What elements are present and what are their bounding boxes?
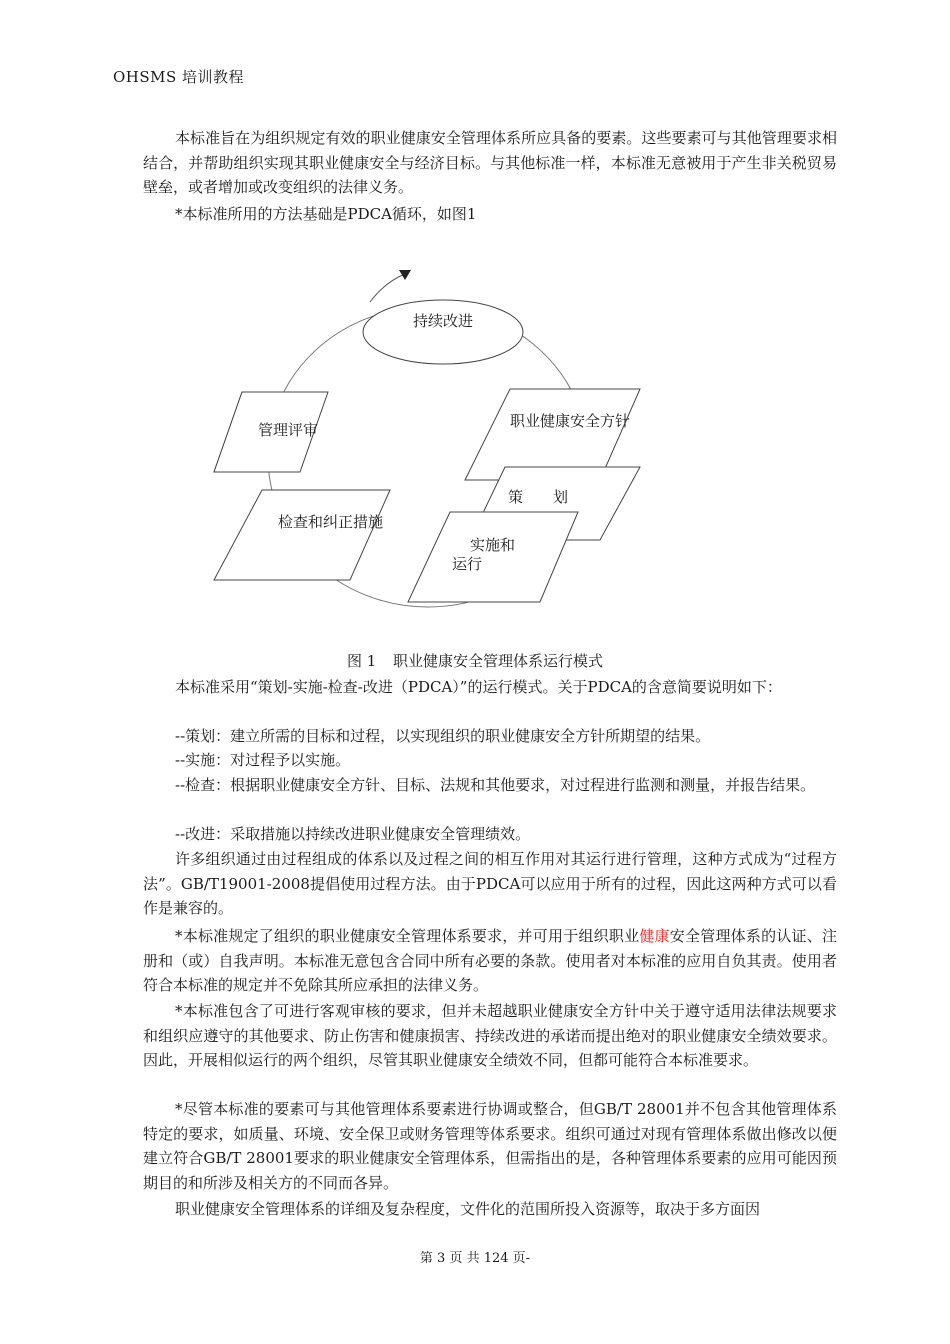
- plan-item: --策划：建立所需的目标和过程，以实现组织的职业健康安全方针所期望的结果。: [175, 727, 711, 745]
- pdca-explanation: 本标准采用“策划-实施-检查-改进（PDCA）”的运行模式。关于PDCA的含意简要说明如下：: [175, 678, 782, 696]
- ohs-policy-label: 职业健康安全方针: [510, 412, 631, 430]
- page-header: OHSMS 培训教程: [113, 68, 245, 86]
- figure-caption: [0, 650, 950, 671]
- audit-requirements-paragraph: *本标准包含了可进行客观审核的要求，但并未超越职业健康安全方针中关于遵守适用法律法规要求和组织应遵守的其他要求、防止伤害和健康损害、持续改进的承诺而提出绝对的职业健康安全绩效要求。因此，开展相似运行的两个组织，尽管其职业健康安全绩效不同，但都可能符合本标准要求。: [143, 1002, 837, 1069]
- ohs-policy-node: [465, 389, 640, 480]
- figure-title: 职业健康安全管理体系运行模式: [393, 652, 604, 670]
- figure-number: 图 1: [346, 652, 377, 670]
- implementation-label-line1: 实施和: [470, 536, 516, 554]
- checking-corrective-node: [214, 490, 390, 580]
- implementation-node: [408, 512, 578, 602]
- pdca-diagram: [200, 262, 660, 652]
- cycle-arrow-line: [370, 274, 405, 302]
- act-item: --改进：采取措施以持续改进职业健康安全管理绩效。: [175, 825, 531, 843]
- complexity-paragraph: 职业健康安全管理体系的详细及复杂程度，文件化的范围所投入资源等，取决于多方面因: [175, 1200, 761, 1218]
- pdca-intro-line: *本标准所用的方法基础是PDCA循环，如图1: [175, 205, 477, 223]
- checking-corrective-label: 检查和纠正措施: [278, 513, 384, 531]
- process-approach-paragraph: 许多组织通过由过程组成的体系以及过程之间的相互作用对其运行进行管理，这种方式成为“过程方法”。GB/T19001-2008提倡使用过程方法。由于PDCA可以应用于所有的过程，因此这两种方式可以看作是兼容的。: [143, 850, 837, 917]
- highlighted-word: 健康: [639, 927, 670, 945]
- management-review-label: 管理评审: [258, 421, 319, 439]
- scope-paragraph: [143, 924, 837, 998]
- planning-label: 策 划: [508, 488, 569, 506]
- implementation-label-line2: 运行: [452, 555, 483, 573]
- intro-paragraph: 本标准旨在为组织规定有效的职业健康安全管理体系所应具备的要素。这些要素可与其他管理要求相结合，并帮助组织实现其职业健康安全与经济目标。与其他标准一样，本标准无意被用于产生非关税贸易壁垒，或者增加或改变组织的法律义务。: [143, 129, 837, 196]
- integration-paragraph: *尽管本标准的要素可与其他管理体系要素进行协调或整合，但GB/T 28001并不包含其他管理体系特定的要求，如质量、环境、安全保卫或财务管理等体系要求。组织可通过对现有管理体系做出修改以便建立符合GB/T 28001要求的职业健康安全管理体系，但需指出的是，各种管理体系要素的应用可能因预期目的和所涉及相关方的不同而各异。: [143, 1100, 837, 1192]
- scope-text-2: 安全管理体系的认证、注册和（或）自我声明。本标准无意包含合同中所有必要的条款。使用者对本标准的应用自负其责。使用者符合本标准的规定并不免除其所应承担的法律义务。: [143, 927, 837, 994]
- scope-text-1: *本标准规定了组织的职业健康安全管理体系要求，并可用于组织职业: [175, 927, 640, 945]
- pdca-diagram-svg: [200, 262, 660, 652]
- page-footer: 第 3 页 共 124 页-: [419, 1251, 531, 1266]
- do-item: --实施：对过程予以实施。: [175, 751, 351, 769]
- cycle-arrowhead: [399, 270, 411, 280]
- continual-improvement-node: [363, 300, 523, 364]
- continual-improvement-label: 持续改进: [412, 312, 474, 330]
- check-item: --检查：根据职业健康安全方针、目标、法规和其他要求，对过程进行监测和测量，并报告结果。: [175, 776, 816, 794]
